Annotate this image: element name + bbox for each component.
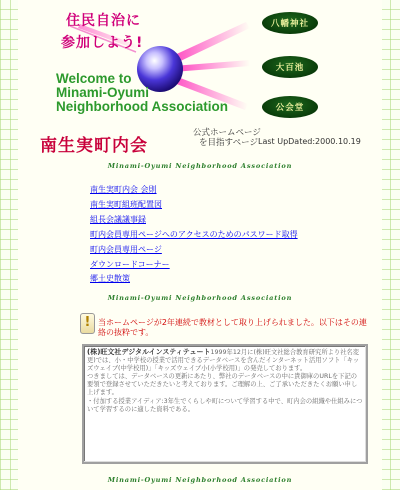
banner-middle: Minami-Oyumi Neighborhood Association (107, 294, 293, 302)
exclamation-icon: ! (80, 313, 95, 334)
link-bylaws[interactable]: 南生実町内会 会則 (90, 185, 157, 194)
banner-top: Minami-Oyumi Neighborhood Association (107, 162, 293, 170)
link-local-history[interactable]: 郷土史散策 (90, 274, 130, 284)
banner-bottom: Minami-Oyumi Neighborhood Association (107, 476, 293, 484)
subtitle-line1: 公式ホームページ (193, 128, 261, 138)
link-password-request[interactable]: 町内会員専用ページへのアクセスのためのパスワード取得 (90, 229, 298, 239)
page-subtitle (193, 128, 261, 148)
page-content (18, 0, 382, 490)
nav-button-daihyaku-pond[interactable]: 大百池 (262, 56, 318, 78)
link-meeting-minutes[interactable]: 組長会議議事録 (90, 214, 146, 224)
subtitle-line2: を目指すページ (199, 138, 258, 148)
link-group-map[interactable]: 南生実町組班配置図 (90, 199, 162, 209)
welcome-line1: Welcome to (56, 71, 132, 86)
letter-text-1: 1999年12月に(株)旺文社総合教育研究所より社名変更)では、小・中学校の授業で活用できるデータベースを含んだインターネット活用ソフト「キッズウェイブ(中学校用)」「キッズウェイブ小(小学校用)」の発売しております。 (87, 349, 360, 373)
left-border-strip (0, 0, 18, 490)
nav-button-public-hall[interactable]: 公会堂 (262, 96, 318, 118)
letter-paragraph-3: ・付加する授業アイディア:3年生でくらしや町について学習する中で、町内会の組織や仕組みについて学習するのに適した資料である。 (87, 397, 363, 413)
right-border-strip (382, 0, 400, 490)
link-members-page[interactable]: 町内会員専用ページ (90, 244, 162, 254)
notice-text: 当ホームページが2年連続で教材として取り上げられました。以下はその連絡の抜粋です。 (98, 318, 367, 337)
page-title: 南生実町内会 (40, 136, 148, 156)
letter-paragraph-2: つきましては、データベースの更新にあたり、弊社のデータベースの中に貴御庫のURLを下記の要領で登録させていただきたいと考えております。ご理解の上、ご了承いただきたくお願い申し上げます。 (87, 373, 358, 397)
last-updated: Last UpDated:2000.10.19 (258, 137, 361, 146)
letter-paragraph-1 (87, 348, 363, 373)
quoted-letter-box[interactable] (82, 344, 368, 464)
welcome-line3: Neighborhood Association (56, 99, 228, 114)
link-download-corner[interactable]: ダウンロードコーナー (90, 259, 170, 269)
letter-company: (株)旺文社デジタルインスティテュート (87, 348, 211, 356)
welcome-line2: Minami-Oyumi (56, 85, 150, 100)
headline-line2: 参加しよう! (61, 35, 144, 51)
welcome-text (56, 72, 228, 114)
headline-line1: 住民自治に (66, 13, 141, 29)
nav-button-yawata-shrine[interactable]: 八幡神社 (262, 12, 318, 34)
link-list (90, 183, 298, 287)
